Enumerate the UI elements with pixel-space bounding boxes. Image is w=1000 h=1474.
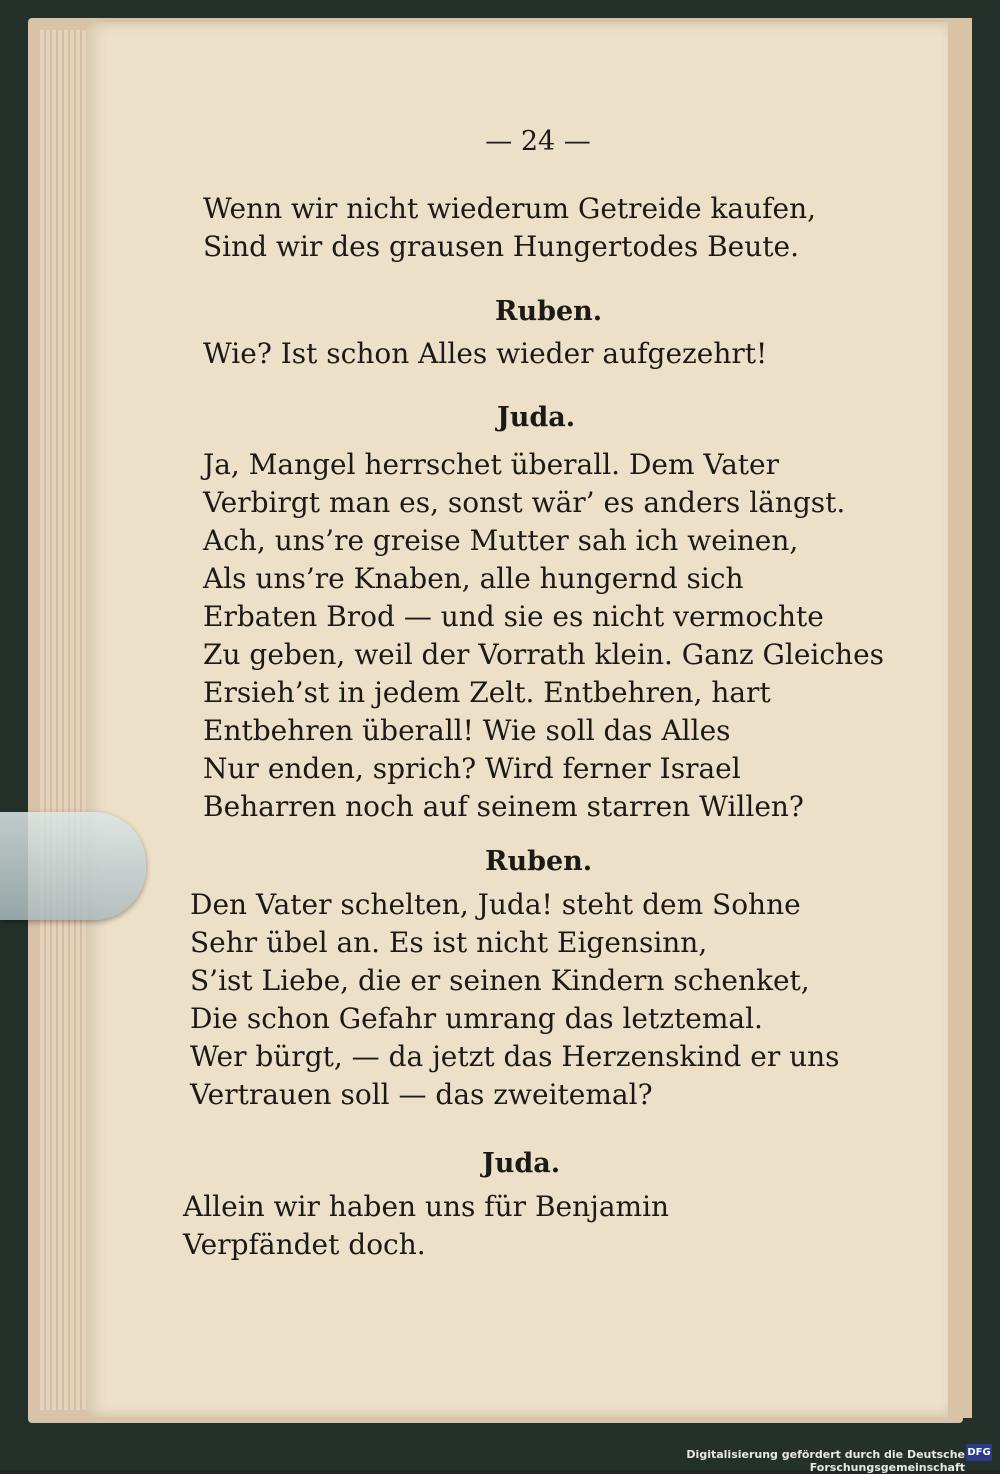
speaker-name: Juda. (497, 402, 576, 433)
verse-line: S’ist Liebe, die er seinen Kindern schenket, (190, 964, 810, 997)
dfg-logo: DFG (966, 1444, 992, 1461)
page-number: — 24 — (485, 126, 591, 157)
verse-line: Beharren noch auf seinem starren Willen? (203, 790, 804, 823)
funding-credit: Digitalisierung gefördert durch die Deutsche Forschungsgemeinschaft (686, 1448, 965, 1474)
verse-line: Wer bürgt, — da jetzt das Herzenskind er uns (190, 1040, 840, 1073)
speaker-name: Ruben. (495, 296, 603, 327)
verse-line: Erbaten Brod — und sie es nicht vermochte (203, 600, 824, 633)
verse-line: Wenn wir nicht wiederum Getreide kaufen, (203, 192, 817, 225)
verse-line: Die schon Gefahr umrang das letztemal. (190, 1002, 763, 1035)
verse-line: Ja, Mangel herrschet überall. Dem Vater (203, 448, 779, 481)
verse-line: Den Vater schelten, Juda! steht dem Sohne (190, 888, 801, 921)
verse-line: Sehr übel an. Es ist nicht Eigensinn, (190, 926, 708, 959)
verse-line: Ach, uns’re greise Mutter sah ich weinen, (203, 524, 799, 557)
verse-line: Verbirgt man es, sonst wär’ es anders längst. (203, 486, 846, 519)
verse-line: Wie? Ist schon Alles wieder aufgezehrt! (203, 337, 768, 370)
speaker-name: Juda. (482, 1148, 561, 1179)
verse-line: Als uns’re Knaben, alle hungernd sich (203, 562, 744, 595)
speaker-name: Ruben. (485, 846, 593, 877)
verse-line: Vertrauen soll — das zweitemal? (190, 1078, 653, 1111)
verse-line: Allein wir haben uns für Benjamin (183, 1190, 670, 1223)
verse-line: Ersieh’st in jedem Zelt. Entbehren, hart (203, 676, 771, 709)
verse-line: Verpfändet doch. (183, 1228, 426, 1261)
verse-line: Zu geben, weil der Vorrath klein. Ganz Gleiches (203, 638, 885, 671)
verse-line: Nur enden, sprich? Wird ferner Israel (203, 752, 741, 785)
verse-line: Entbehren überall! Wie soll das Alles (203, 714, 731, 747)
verse-line: Sind wir des grausen Hungertodes Beute. (203, 230, 800, 263)
